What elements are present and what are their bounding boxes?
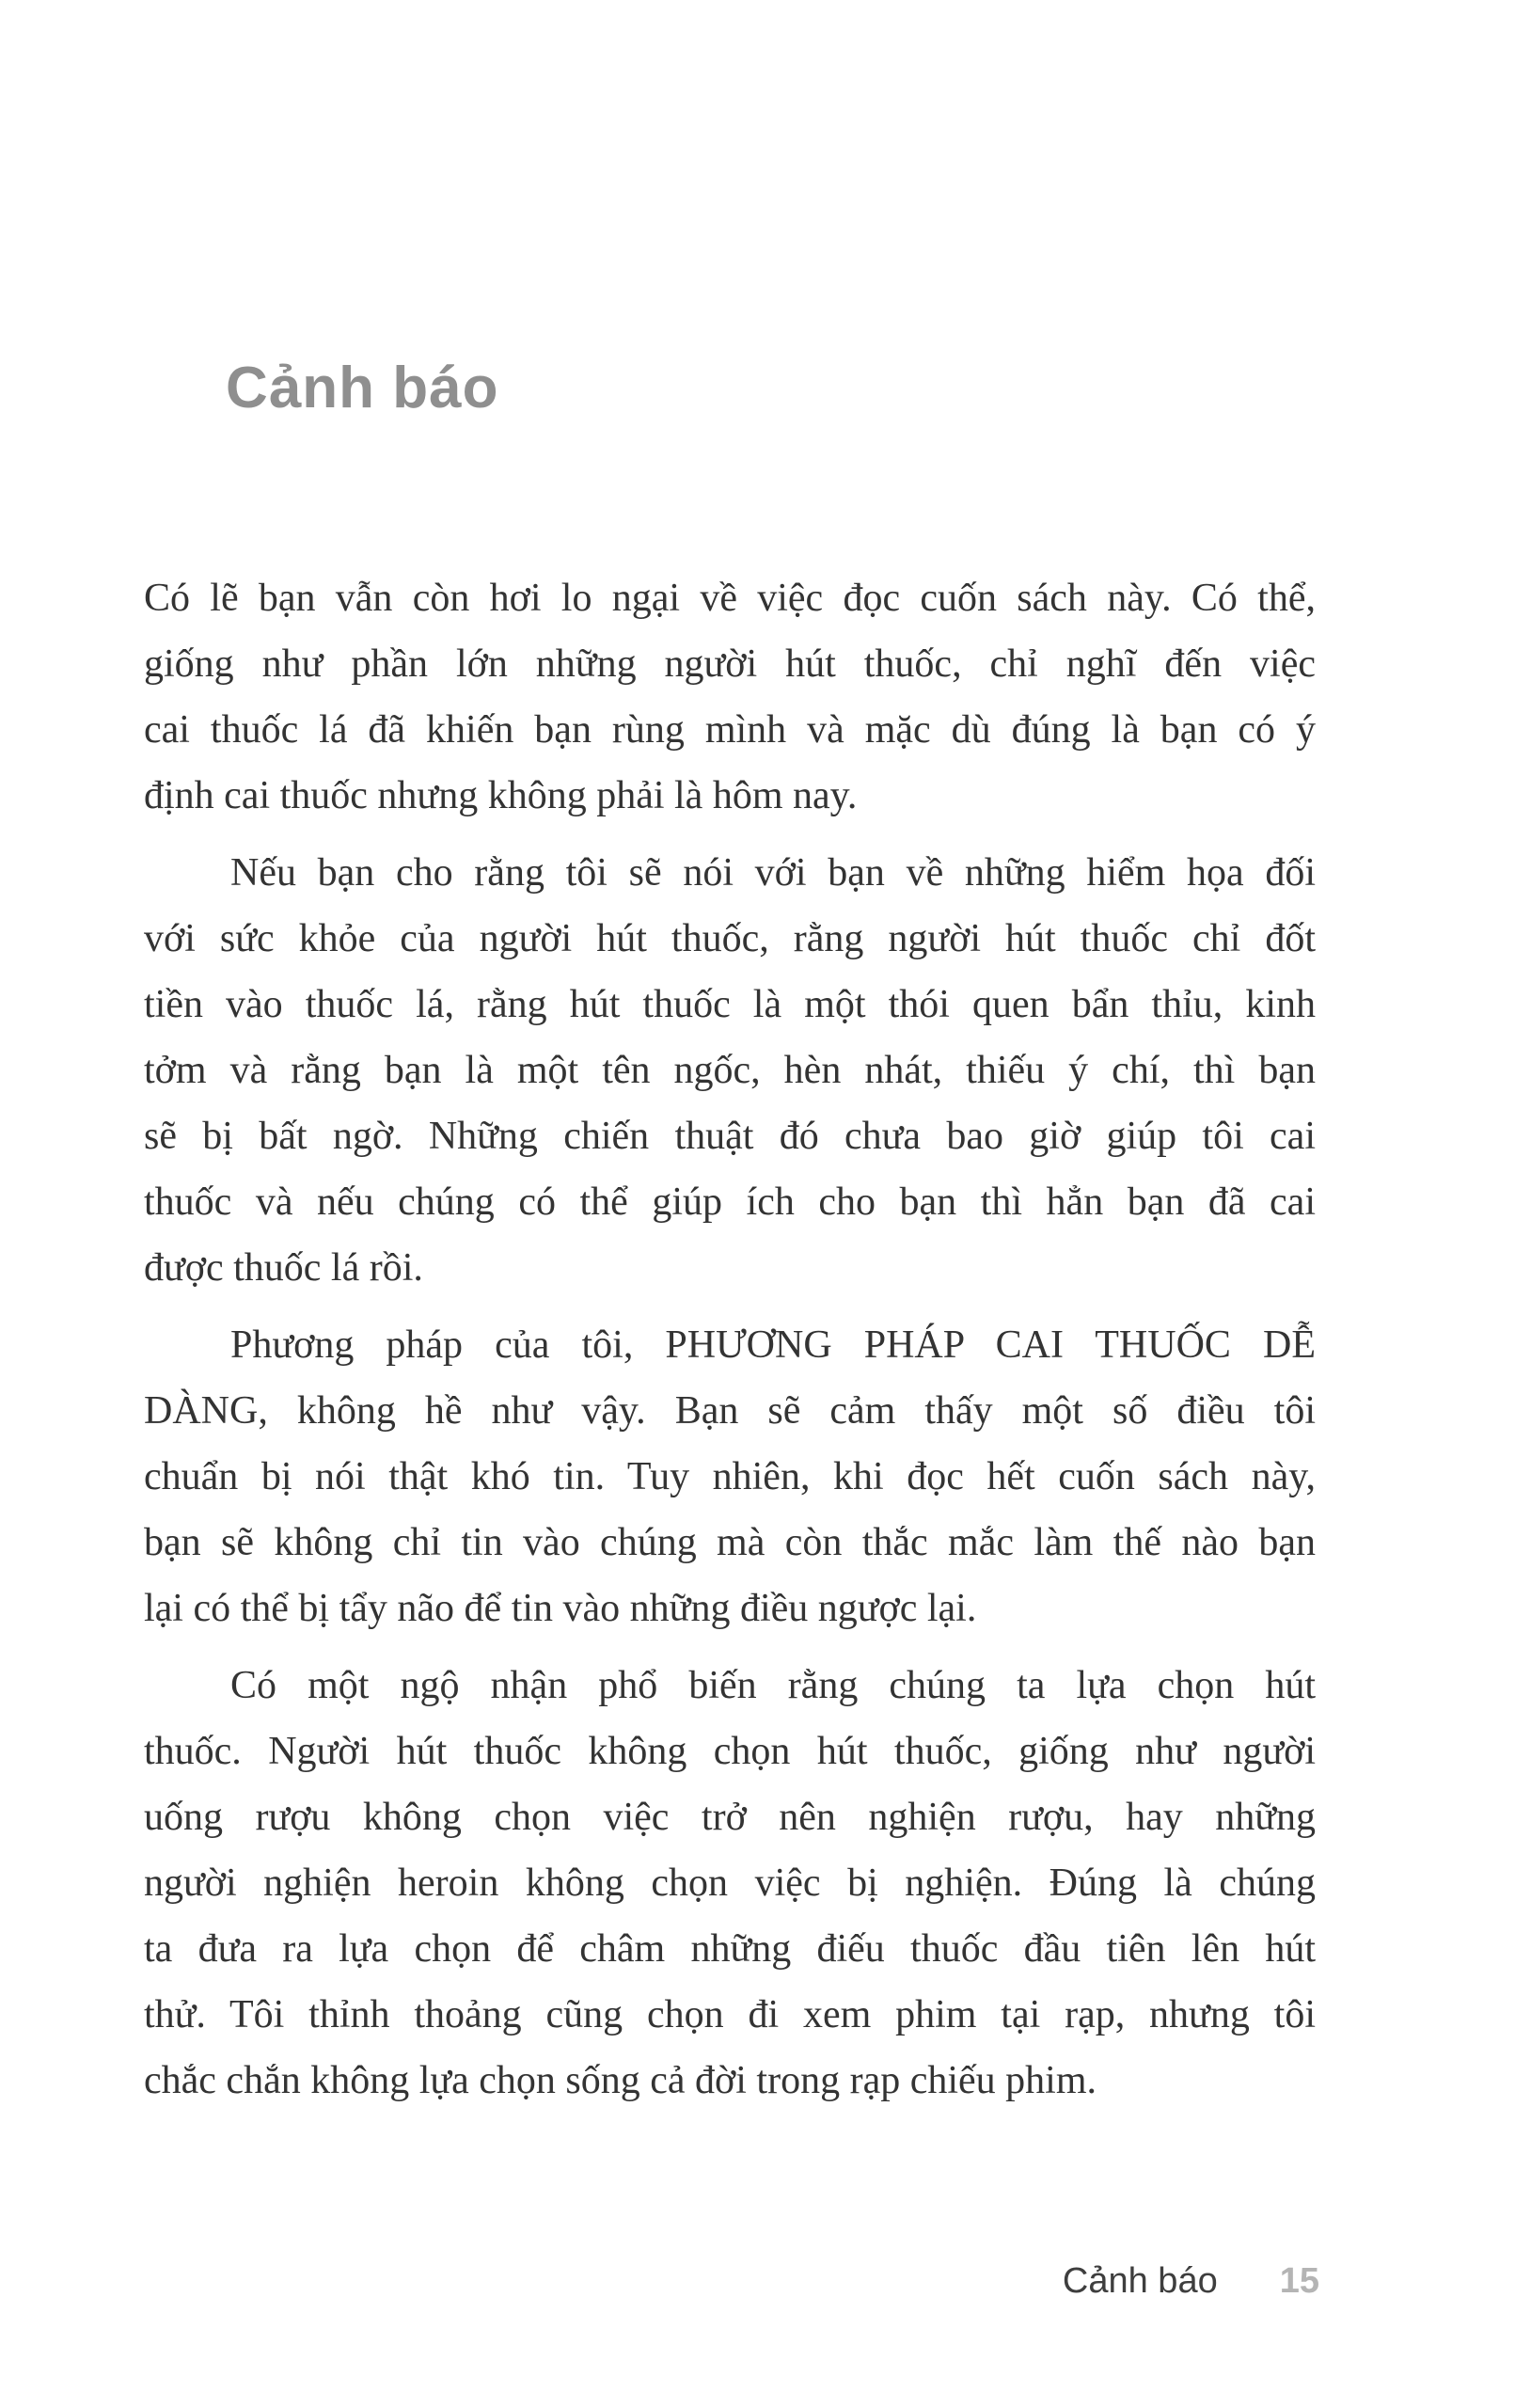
- text-line: chuẩn bị nói thật khó tin. Tuy nhiên, khi đọc hết cuốn sách này,: [144, 1455, 1316, 1498]
- chapter-title: Cảnh báo: [226, 356, 499, 420]
- text-line: cai thuốc lá đã khiến bạn rùng mình và mặc dù đúng là bạn có ý: [144, 708, 1316, 752]
- text-line: uống rượu không chọn việc trở nên nghiện rượu, hay những: [144, 1796, 1316, 1839]
- text-line: thuốc. Người hút thuốc không chọn hút thuốc, giống như người: [144, 1730, 1316, 1773]
- text-line: chắc chắn không lựa chọn sống cả đời trong rạp chiếu phim.: [144, 2059, 1097, 2102]
- text-line: DÀNG, không hề như vậy. Bạn sẽ cảm thấy một số điều tôi: [144, 1389, 1316, 1433]
- text-line: ta đưa ra lựa chọn để châm những điếu thuốc đầu tiên lên hút: [144, 1927, 1316, 1971]
- text-line: thuốc và nếu chúng có thể giúp ích cho bạn thì hẳn bạn đã cai: [144, 1180, 1316, 1224]
- text-line: với sức khỏe của người hút thuốc, rằng người hút thuốc chỉ đốt: [144, 917, 1316, 960]
- paragraph: [144, 565, 1316, 829]
- text-line: tiền vào thuốc lá, rằng hút thuốc là một thói quen bẩn thỉu, kinh: [144, 983, 1316, 1026]
- text-line: Phương pháp của tôi, PHƯƠNG PHÁP CAI THUỐC DỄ: [230, 1323, 1316, 1367]
- footer-page-number: 15: [1279, 2261, 1319, 2301]
- text-line: được thuốc lá rồi.: [144, 1246, 423, 1290]
- body-text: [144, 565, 1316, 2114]
- paragraph: [144, 840, 1316, 1301]
- page-footer: [1063, 2263, 1319, 2299]
- text-line: giống như phần lớn những người hút thuốc, chỉ nghĩ đến việc: [144, 642, 1316, 686]
- text-line: tởm và rằng bạn là một tên ngốc, hèn nhát, thiếu ý chí, thì bạn: [144, 1049, 1316, 1092]
- paragraph: [144, 1653, 1316, 2114]
- text-line: bạn sẽ không chỉ tin vào chúng mà còn thắc mắc làm thế nào bạn: [144, 1521, 1316, 1564]
- text-line: Có lẽ bạn vẫn còn hơi lo ngại về việc đọc cuốn sách này. Có thể,: [144, 577, 1316, 620]
- text-line: định cai thuốc nhưng không phải là hôm nay.: [144, 774, 858, 817]
- text-line: người nghiện heroin không chọn việc bị nghiện. Đúng là chúng: [144, 1861, 1316, 1905]
- text-line: Có một ngộ nhận phổ biến rằng chúng ta lựa chọn hút: [230, 1664, 1316, 1707]
- text-line: sẽ bị bất ngờ. Những chiến thuật đó chưa bao giờ giúp tôi cai: [144, 1115, 1316, 1158]
- text-line: lại có thể bị tẩy não để tin vào những điều ngược lại.: [144, 1587, 977, 1630]
- text-line: thử. Tôi thỉnh thoảng cũng chọn đi xem phim tại rạp, nhưng tôi: [144, 1993, 1316, 2036]
- text-line: Nếu bạn cho rằng tôi sẽ nói với bạn về những hiểm họa đối: [230, 851, 1316, 895]
- paragraph: [144, 1312, 1316, 1641]
- footer-chapter-label: Cảnh báo: [1062, 2261, 1218, 2301]
